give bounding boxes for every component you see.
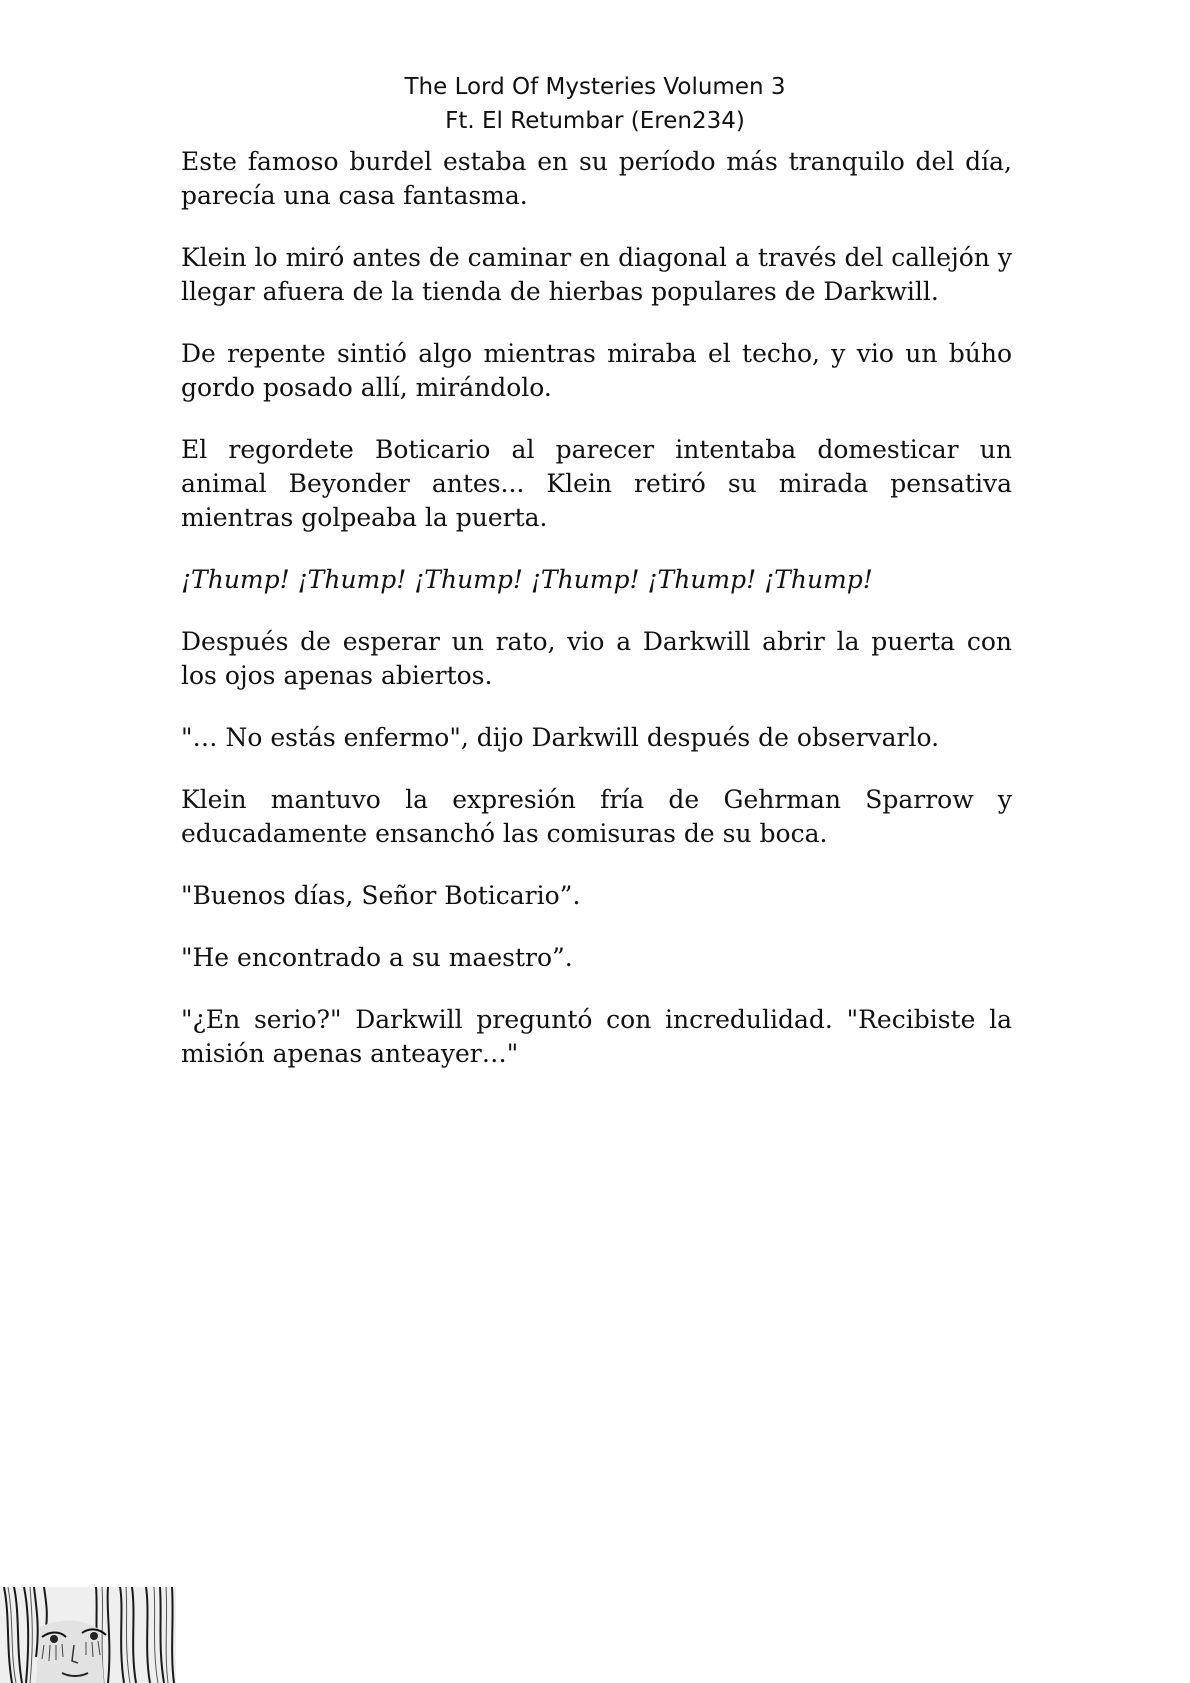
document-subtitle: Ft. El Retumbar (Eren234) xyxy=(445,108,745,134)
body-text xyxy=(181,145,1012,1099)
manga-portrait-illustration xyxy=(0,1587,176,1683)
paragraph-11: "¿En serio?" Darkwill preguntó con incredulidad. "Recibiste la misión apenas anteayer…" xyxy=(181,1005,1012,1068)
paragraph-5-onomatopoeia: ¡Thump! ¡Thump! ¡Thump! ¡Thump! ¡Thump! ¡Thump! xyxy=(181,565,873,594)
paragraph-3: De repente sintió algo mientras miraba el techo, y vio un búho gordo posado allí, mirándolo. xyxy=(181,339,1012,402)
paragraph-10: "He encontrado a su maestro”. xyxy=(181,943,573,972)
paragraph-7: "… No estás enfermo", dijo Darkwill después de observarlo. xyxy=(181,723,940,752)
paragraph-2: Klein lo miró antes de caminar en diagonal a través del callejón y llegar afuera de la tienda de hierbas populares de Darkwill. xyxy=(181,243,1012,306)
paragraph-4: El regordete Boticario al parecer intentaba domesticar un animal Beyonder antes... Klein retiró su mirada pensativa mientras golpeaba la puerta. xyxy=(181,435,1012,532)
paragraph-1: Este famoso burdel estaba en su período más tranquilo del día, parecía una casa fantasma. xyxy=(181,147,1012,210)
page-header xyxy=(0,70,1190,138)
document-title: The Lord Of Mysteries Volumen 3 xyxy=(404,74,786,100)
paragraph-8: Klein mantuvo la expresión fría de Gehrman Sparrow y educadamente ensanchó las comisuras de su boca. xyxy=(181,785,1012,848)
paragraph-9: "Buenos días, Señor Boticario”. xyxy=(181,881,581,910)
paragraph-6: Después de esperar un rato, vio a Darkwill abrir la puerta con los ojos apenas abiertos. xyxy=(181,627,1012,690)
